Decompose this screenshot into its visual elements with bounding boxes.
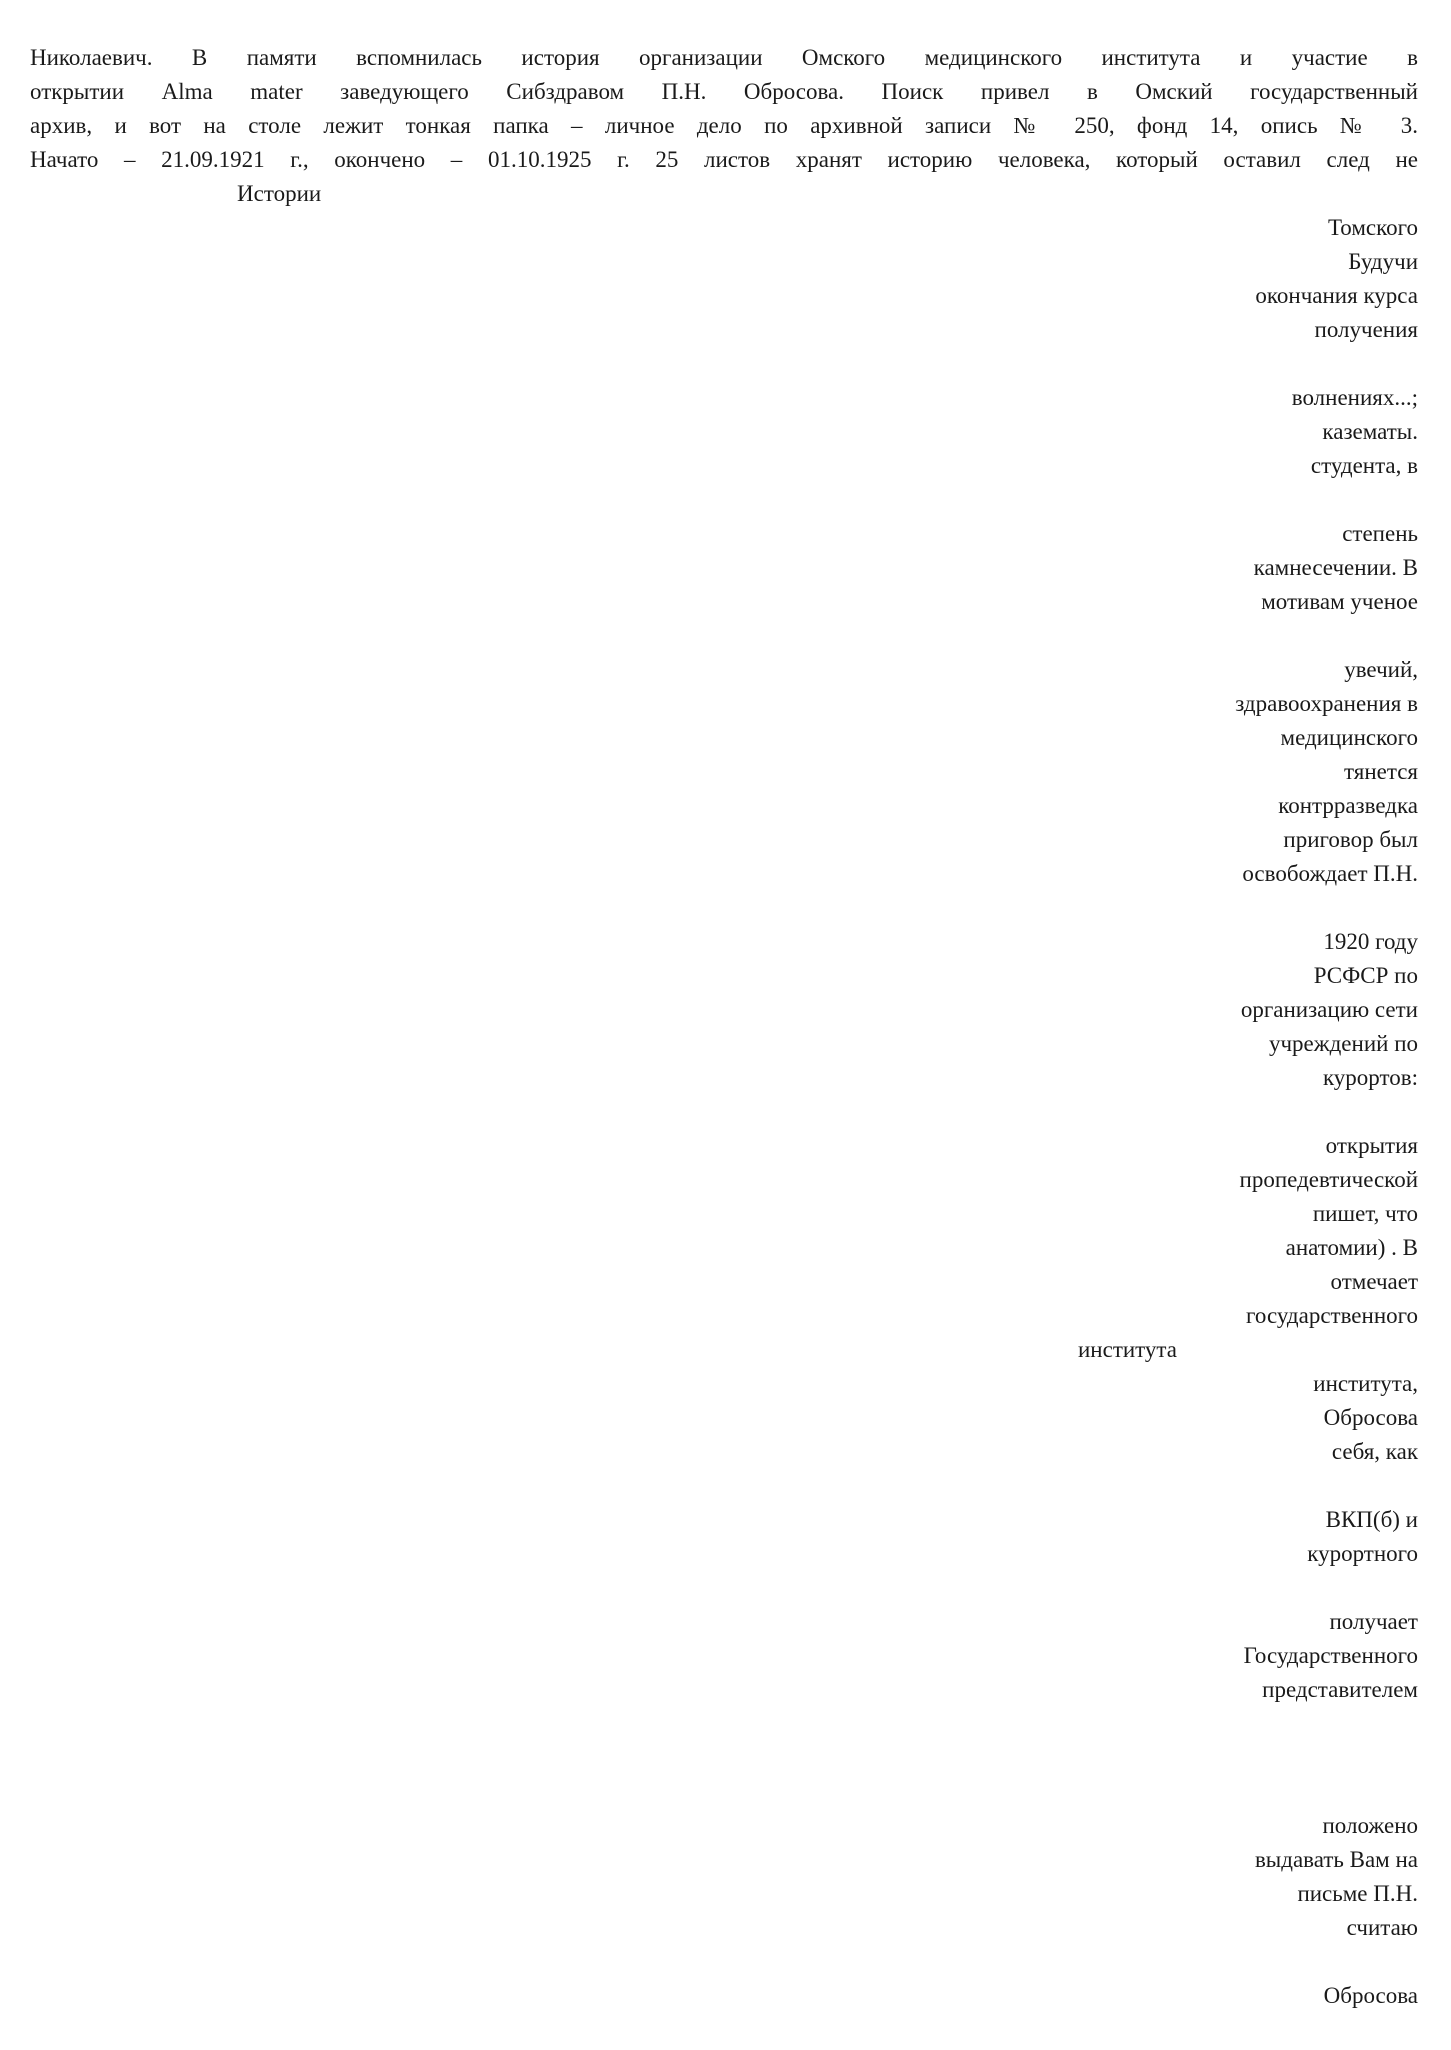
text-fragment-right: студента, в [1310, 453, 1418, 478]
text-fragment-right: приговор был [1283, 827, 1418, 852]
paragraph-line: открытии Alma mater заведующего Сибздравом П.Н. Обросова. Поиск привел в Омский государственный [30, 79, 1418, 104]
text-fragment-right: организацию сети [1240, 997, 1418, 1022]
text-fragment-right: освобождает П.Н. [1242, 861, 1418, 886]
text-fragment-right: Обросова [1323, 1405, 1418, 1430]
text-fragment-right: курортов: [1322, 1065, 1418, 1090]
text-fragment-right: контрразведка [1278, 793, 1418, 818]
text-fragment-right: тянется [1344, 759, 1418, 784]
paragraph [30, 41, 1418, 177]
text-fragment-right: государственного [1246, 1303, 1418, 1328]
text-fragment-right: пишет, что [1312, 1201, 1418, 1226]
text-fragment-right: камнесечении. В [1253, 555, 1418, 580]
text-fragment-left: Истории [237, 181, 322, 206]
text-fragment-right: мотивам ученое [1261, 589, 1418, 614]
paragraph-line: архив, и вот на столе лежит тонкая папка – личное дело по архивной записи № 250, фонд 14, опись № 3. [30, 113, 1418, 138]
text-fragment-right: степень [1342, 521, 1418, 546]
text-fragment-right: себя, как [1331, 1439, 1418, 1464]
text-fragment-right: 1920 году [1323, 929, 1418, 954]
text-fragment-right: Государственного [1243, 1643, 1418, 1668]
text-fragment-mid: института [1078, 1337, 1177, 1362]
text-fragment-right: здравоохранения в [1235, 691, 1418, 716]
text-fragment-right: учреждений по [1268, 1031, 1418, 1056]
text-fragment-right: выдавать Вам на [1254, 1847, 1418, 1872]
text-fragment-right: увечий, [1344, 657, 1418, 682]
text-fragment-right: положено [1322, 1813, 1418, 1838]
text-fragment-right: письме П.Н. [1297, 1881, 1418, 1906]
text-fragment-right: волнениях...; [1291, 385, 1418, 410]
text-fragment-right: отмечает [1330, 1269, 1418, 1294]
paragraph-line: Начато – 21.09.1921 г., окончено – 01.10.1925 г. 25 листов хранят историю человека, который оставил след не [30, 147, 1418, 172]
text-fragment-right: представителем [1262, 1677, 1418, 1702]
text-fragment-right: открытия [1325, 1133, 1418, 1158]
text-fragment-right: пропедевтической [1239, 1167, 1418, 1192]
text-fragment-right: казематы. [1322, 419, 1418, 444]
text-fragment-right: курортного [1307, 1541, 1418, 1566]
text-fragment-right: института, [1313, 1371, 1418, 1396]
text-fragment-right: Обросова [1323, 1983, 1418, 2008]
text-fragment-right: окончания курса [1255, 283, 1418, 308]
text-fragment-right: медицинского [1280, 725, 1418, 750]
text-fragment-right: РСФСР по [1313, 963, 1418, 988]
text-fragment-right: получения [1314, 317, 1418, 342]
paragraph-line: Николаевич. В памяти вспомнилась история организации Омского медицинского института и участие в [30, 45, 1418, 70]
text-fragment-right: считаю [1346, 1915, 1418, 1940]
text-fragment-right: ВКП(б) и [1325, 1507, 1418, 1532]
text-fragment-right: анатомии) . В [1285, 1235, 1418, 1260]
text-fragment-right: получает [1329, 1609, 1418, 1634]
text-fragment-right: Томского [1327, 215, 1418, 240]
text-fragment-right: Будучи [1348, 249, 1418, 274]
